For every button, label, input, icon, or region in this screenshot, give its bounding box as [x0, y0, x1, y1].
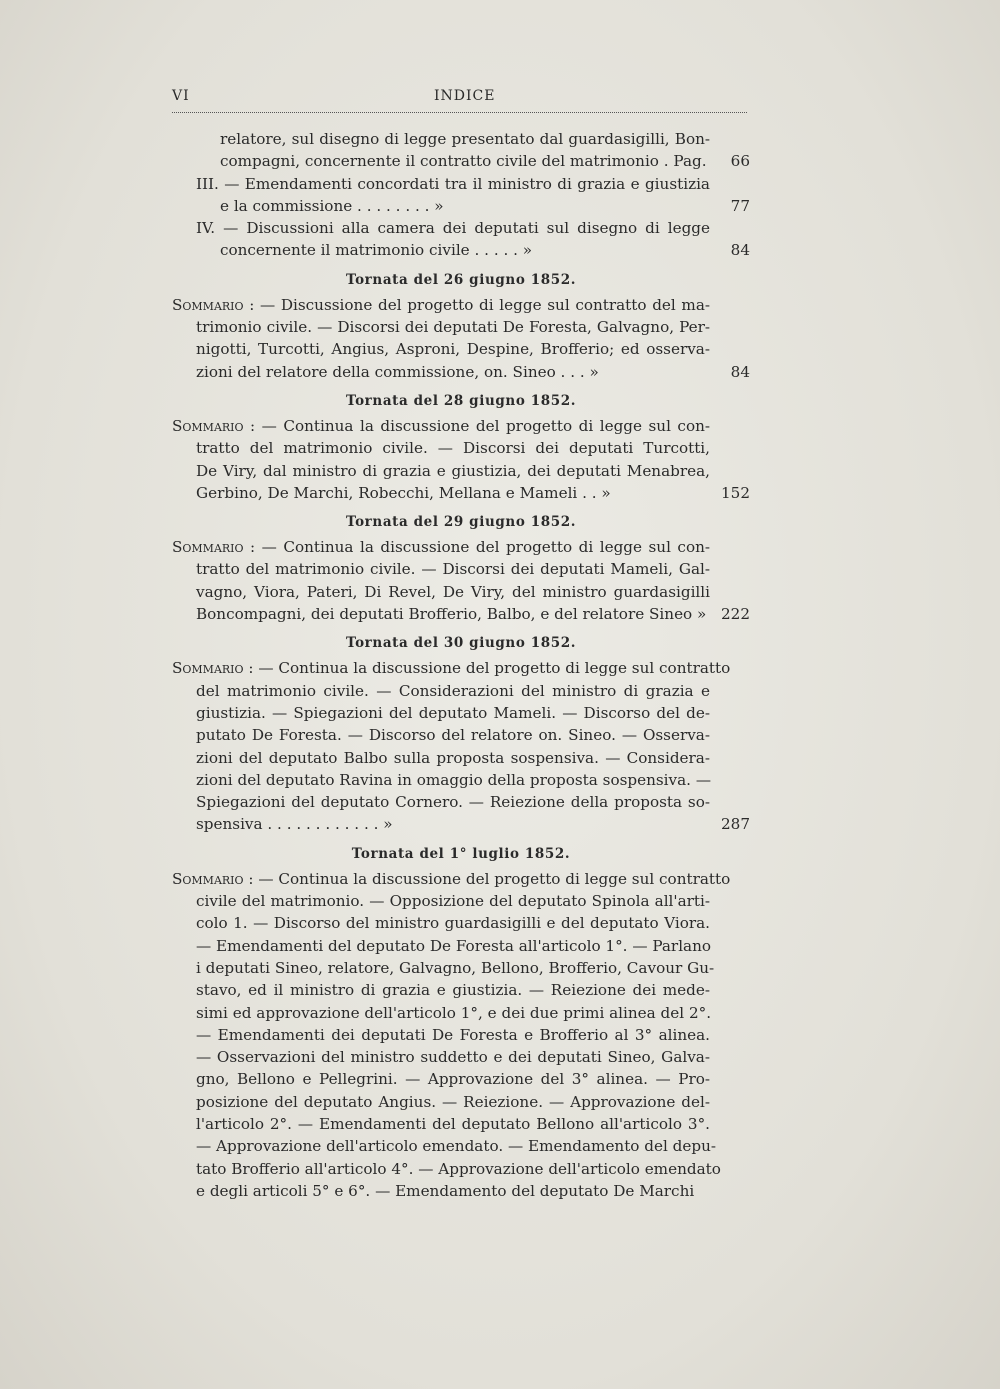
summary-text: [172, 536, 710, 558]
summary-line: [172, 361, 750, 383]
summary-text: — Emendamenti dei deputati De Foresta e Brofferio al 3° alinea.: [196, 1025, 710, 1044]
summary-text: — Approvazione dell'articolo emendato. — Emendamento del depu-: [196, 1137, 717, 1156]
session-title: Tornata del 30 giugno 1852.: [345, 635, 577, 652]
summary-text: putato De Foresta. — Discorso del relatore on. Sineo. — Osserva-: [196, 726, 710, 745]
summary-text: gno, Bellono e Pellegrini. — Approvazione del 3° alinea. — Pro-: [196, 1070, 710, 1089]
session-block: [172, 844, 750, 1202]
summary-line: [172, 581, 750, 603]
summary-line: [172, 1113, 750, 1135]
summary-text: Spiegazioni del deputato Cornero. — Reiezione della proposta so-: [196, 793, 710, 812]
summary-text-rest: — Discussione del progetto di legge sul contratto del ma-: [260, 295, 711, 314]
summary-line: [172, 603, 750, 625]
summary-line: [172, 558, 750, 580]
summary-text: [172, 657, 731, 679]
index-entry-line: [172, 195, 750, 217]
session-title: Tornata del 26 giugno 1852.: [345, 271, 577, 288]
summary-line: [172, 702, 750, 724]
index-entry-text: IV. — Discussioni alla camera dei deputati sul disegno di legge: [196, 219, 710, 238]
summary-line: [172, 868, 750, 890]
summary-label: Sommario :: [172, 659, 254, 678]
summary-text: [172, 868, 731, 890]
summary-text: giustizia. — Spiegazioni del deputato Mameli. — Discorso del de-: [196, 703, 710, 722]
index-entry-text: relatore, sul disegno di legge presentato dal guardasigilli, Bon-: [220, 130, 710, 148]
header-rule: [172, 112, 747, 113]
index-entry-line: [172, 128, 750, 150]
summary-text: trimonio civile. — Discorsi dei deputati De Foresta, Galvagno, Per-: [196, 318, 710, 337]
index-content: [172, 128, 750, 1202]
page-reference: 66: [730, 152, 750, 171]
page-reference: 77: [730, 196, 750, 215]
summary-text: zioni del deputato Balbo sulla proposta sospensiva. — Considera-: [196, 748, 710, 767]
summary-text: zioni del relatore della commissione, on. Sineo . . . »: [196, 362, 599, 381]
summary-line: [172, 813, 750, 835]
summary-text: tato Brofferio all'articolo 4°. — Approvazione dell'articolo emendato: [196, 1159, 721, 1178]
summary-text: vagno, Viora, Pateri, Di Revel, De Viry, del ministro guardasigilli: [196, 582, 710, 601]
page-number: VI: [172, 88, 190, 104]
session-block: [172, 633, 750, 835]
summary-line: [172, 316, 750, 338]
summary-label: Sommario :: [172, 295, 255, 314]
summary-line: [172, 536, 750, 558]
index-entry-text: III. — Emendamenti concordati tra il ministro di grazia e giustizia: [196, 174, 710, 193]
page-header: [172, 88, 747, 114]
summary-line: [172, 957, 750, 979]
summary-line: [172, 338, 750, 360]
page-reference: 152: [721, 483, 750, 502]
summary-label: Sommario :: [172, 538, 256, 557]
index-entry-text: concernente il matrimonio civile . . . . . »: [220, 241, 533, 260]
summary-line: [172, 460, 750, 482]
summary-text: colo 1. — Discorso del ministro guardasigilli e del deputato Viora.: [196, 914, 710, 933]
summary-text: tratto del matrimonio civile. — Discorsi dei deputati Mameli, Gal-: [196, 560, 710, 579]
summary-text-rest: — Continua la discussione del progetto di legge sul con-: [261, 416, 710, 435]
index-entry-line: [172, 173, 750, 195]
index-entry-line: [172, 217, 750, 239]
session-block: [172, 391, 750, 504]
summary-text-rest: — Continua la discussione del progetto di legge sul contratto: [258, 659, 731, 678]
summary-line: [172, 294, 750, 316]
summary-text: De Viry, dal ministro di grazia e giustizia, dei deputati Menabrea,: [196, 461, 710, 480]
summary-line: [172, 1135, 750, 1157]
summary-line: [172, 769, 750, 791]
index-entry-line: [172, 239, 750, 261]
summary-line: [172, 1091, 750, 1113]
session-title: Tornata del 28 giugno 1852.: [345, 392, 577, 409]
summary-line: [172, 437, 750, 459]
summary-line: [172, 912, 750, 934]
summary-text: — Osservazioni del ministro suddetto e dei deputati Sineo, Galva-: [196, 1048, 710, 1067]
summary-text: [172, 294, 710, 316]
summary-line: [172, 890, 750, 912]
summary-text: Gerbino, De Marchi, Robecchi, Mellana e Mameli . . »: [196, 483, 611, 502]
page-reference: 84: [730, 241, 750, 260]
summary-line: [172, 680, 750, 702]
summary-text: [172, 415, 710, 437]
summary-line: [172, 1068, 750, 1090]
summary-text: — Emendamenti del deputato De Foresta all'articolo 1°. — Parlano: [196, 936, 712, 955]
summary-text: civile del matrimonio. — Opposizione del deputato Spinola all'arti-: [196, 892, 710, 911]
summary-line: [172, 482, 750, 504]
page-reference: 84: [730, 362, 750, 381]
summary-label: Sommario :: [172, 869, 254, 888]
summary-text: Boncompagni, dei deputati Brofferio, Balbo, e del relatore Sineo »: [196, 605, 707, 624]
summary-text: del matrimonio civile. — Considerazioni del ministro di grazia e: [196, 681, 710, 700]
summary-line: [172, 724, 750, 746]
summary-label: Sommario :: [172, 416, 256, 435]
summary-text-rest: — Continua la discussione del progetto di legge sul contratto: [258, 869, 731, 888]
index-entry-text: e la commissione . . . . . . . . »: [220, 196, 444, 215]
summary-line: [172, 791, 750, 813]
summary-text: l'articolo 2°. — Emendamenti del deputato Bellono all'articolo 3°.: [196, 1114, 710, 1133]
page-reference: 222: [721, 605, 750, 624]
session-title: Tornata del 1° luglio 1852.: [351, 845, 571, 862]
summary-line: [172, 1158, 750, 1180]
summary-line: [172, 1180, 750, 1202]
summary-text: tratto del matrimonio civile. — Discorsi dei deputati Turcotti,: [196, 439, 710, 458]
session-block: [172, 270, 750, 383]
summary-line: [172, 1046, 750, 1068]
summary-text: posizione del deputato Angius. — Reiezione. — Approvazione del-: [196, 1092, 710, 1111]
summary-line: [172, 1002, 750, 1024]
summary-line: [172, 979, 750, 1001]
index-entry-line: [172, 150, 750, 172]
summary-text: simi ed approvazione dell'articolo 1°, e dei due primi alinea del 2°.: [196, 1003, 712, 1022]
summary-line: [172, 747, 750, 769]
summary-line: [172, 657, 750, 679]
session-title: Tornata del 29 giugno 1852.: [345, 514, 577, 531]
index-entry-text: compagni, concernente il contratto civile del matrimonio . Pag.: [220, 152, 707, 171]
page-title: INDICE: [434, 88, 496, 104]
summary-text: spensiva . . . . . . . . . . . . »: [196, 815, 393, 834]
summary-text: stavo, ed il ministro di grazia e giustizia. — Reiezione dei mede-: [196, 981, 710, 1000]
summary-text: i deputati Sineo, relatore, Galvagno, Bellono, Brofferio, Cavour Gu-: [196, 958, 715, 977]
page-reference: 287: [721, 815, 750, 834]
summary-text: zioni del deputato Ravina in omaggio della proposta sospensiva. —: [196, 770, 712, 789]
summary-line: [172, 935, 750, 957]
session-block: [172, 512, 750, 625]
summary-text-rest: — Continua la discussione del progetto di legge sul con-: [261, 538, 710, 557]
summary-text: e degli articoli 5° e 6°. — Emendamento del deputato De Marchi: [196, 1181, 695, 1200]
summary-line: [172, 415, 750, 437]
summary-line: [172, 1024, 750, 1046]
summary-text: nigotti, Turcotti, Angius, Asproni, Despine, Brofferio; ed osserva-: [196, 340, 710, 359]
